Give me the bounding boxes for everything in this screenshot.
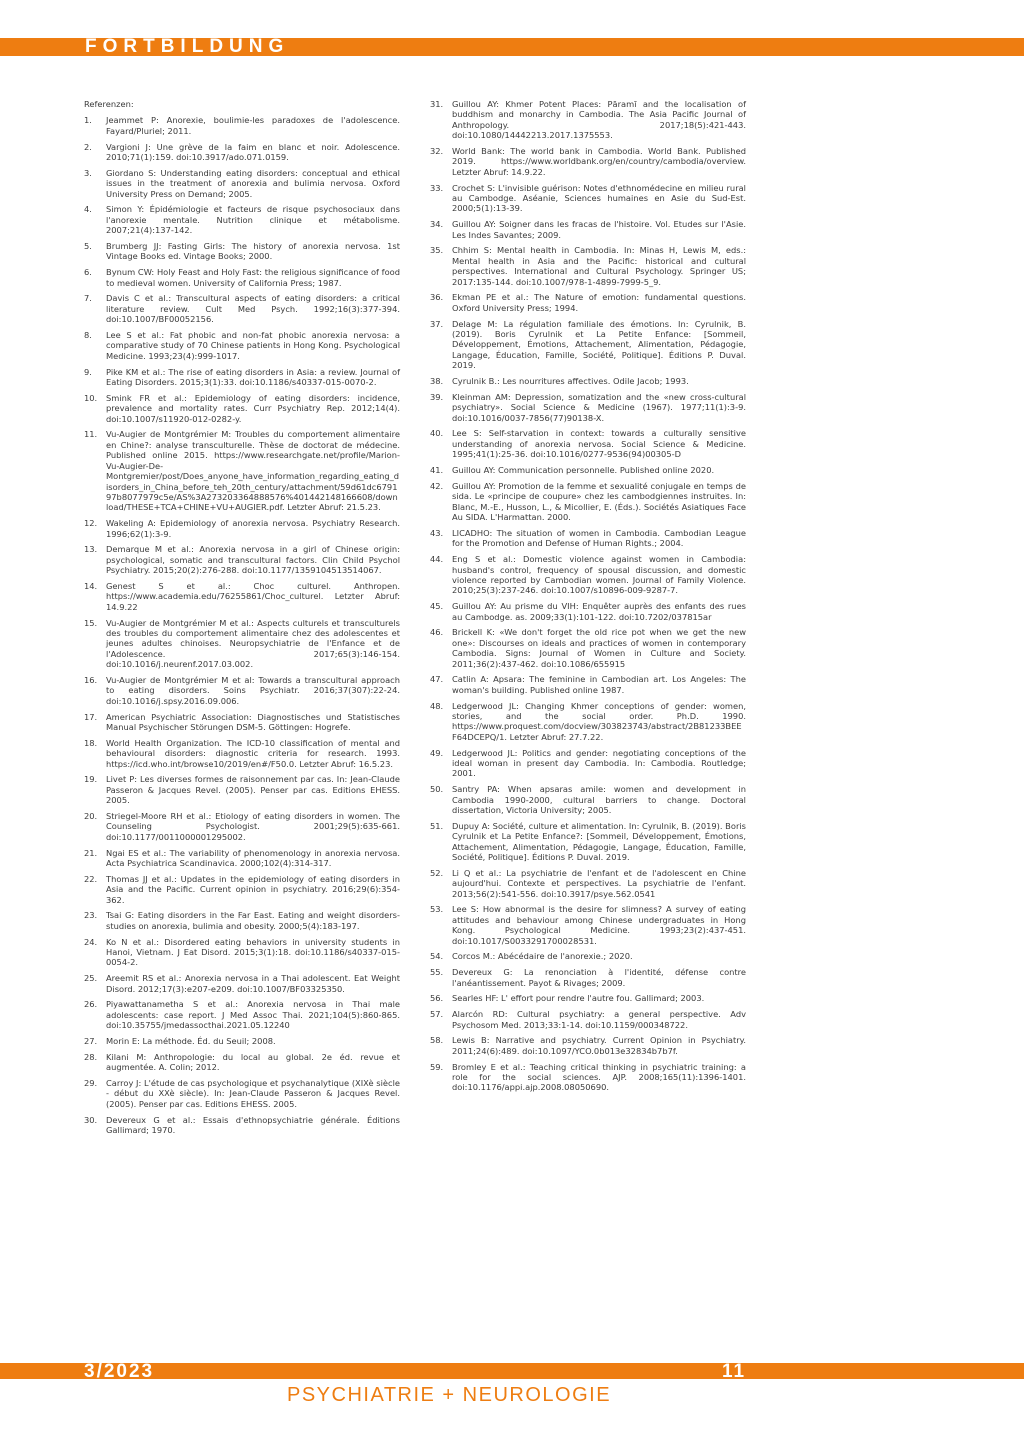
- reference-number: 49.: [430, 747, 444, 758]
- reference-text: Davis C et al.: Transcultural aspects of eating disorders: a critical literature review. Cult Med Psych. 1992;16(3):377-394. doi:10.1007/BF00052156.: [106, 293, 400, 325]
- reference-text: Dupuy A: Société, culture et alimentation. In: Cyrulnik, B. (2019). Boris Cyrulnik et La Petite Enfance?: [Sommeil, Développement, Émotions, Attachement, Alimentation, Pédagogie, Langage, Éducation, Famille, Société, Politique]. Éditions P. Duval. 2019.: [452, 820, 746, 862]
- reference-number: 7.: [84, 293, 92, 304]
- reference-item: [430, 428, 746, 459]
- reference-item: [430, 319, 746, 371]
- reference-text: Brumberg JJ: Fasting Girls: The history of anorexia nervosa. 1st Vintage Books ed. Vintage Books; 2000.: [106, 241, 400, 262]
- reference-item: [84, 330, 400, 361]
- reference-item: [84, 168, 400, 199]
- reference-number: 8.: [84, 330, 92, 341]
- reference-number: 30.: [84, 1114, 98, 1125]
- reference-item: [84, 142, 400, 163]
- reference-text: Livet P: Les diverses formes de raisonnement par cas. In: Jean-Claude Passeron & Jacques Revel. (2005). Penser par cas. Editions EHESS. 2005.: [106, 774, 400, 806]
- reference-number: 31.: [430, 99, 444, 109]
- reference-text: Li Q et al.: La psychiatrie de l'enfant et de l'adolescent en Chine aujourd'hui. Contexte et perspectives. La psychiatrie de l'enfant. 2013;56(2):541-556. doi:10.3917/psye.562.0541: [452, 867, 746, 899]
- reference-number: 15.: [84, 617, 98, 628]
- reference-item: [84, 1052, 400, 1073]
- reference-text: Crochet S: L'invisible guérison: Notes d'ethnomédecine en milieu rural au Cambodge. Aséanie, Sciences humaines en Asie du Sud-Est. 2000;5(1):13-39.: [452, 182, 746, 214]
- reference-item: [430, 748, 746, 779]
- reference-text: Devereux G et al.: Essais d'ethnopsychiatrie générale. Éditions Gallimard; 1970.: [106, 1114, 400, 1136]
- reference-item: [430, 392, 746, 423]
- reference-item: [430, 292, 746, 313]
- reference-text: Giordano S: Understanding eating disorders: conceptual and ethical issues in the treatment of anorexia and bulimia nervosa. Oxford University Press on Demand; 2005.: [106, 167, 400, 199]
- reference-text: Alarcón RD: Cultural psychiatry: a general perspective. Adv Psychosom Med. 2013;33:1-14. doi:10.1159/000348722.: [452, 1009, 746, 1030]
- reference-item: [84, 937, 400, 968]
- reference-text: World Bank: The world bank in Cambodia. World Bank. Published 2019. https://www.worldbank.org/en/country/cambodia/overview. Letzter Abruf: 14.9.22.: [452, 146, 746, 177]
- reference-number: 58.: [430, 1035, 444, 1046]
- reference-item: [84, 618, 400, 670]
- reference-number: 52.: [430, 867, 444, 878]
- reference-text: Cyrulnik B.: Les nourritures affectives. Odile Jacob; 1993.: [452, 376, 689, 387]
- reference-text: Delage M: La régulation familiale des émotions. In: Cyrulnik, B. (2019). Boris Cyrulnik et La Petite Enfance: [Sommeil, Développement, Émotions, Attachement, Alimentation, Pédagogie, Langage, Éducation, Famille, Société, Politique]. Éditions P. Duval. 2019.: [452, 318, 746, 371]
- reference-item: [430, 701, 746, 743]
- reference-item: [430, 376, 746, 386]
- reference-number: 17.: [84, 711, 98, 722]
- reference-number: 53.: [430, 904, 444, 915]
- reference-text: Demarque M et al.: Anorexia nervosa in a girl of Chinese origin: psychological, somatic and transcultural factors. Clin Child Psychol Psychiatry. 2015;20(2):276-288. doi:10.1177/1359104513514067.: [106, 544, 400, 576]
- reference-number: 59.: [430, 1061, 444, 1072]
- reference-item: [84, 429, 400, 512]
- reference-text: Brickell K: «We don't forget the old rice pot when we get the new one»: Discourses on ideals and practices of women in contemporary Cambodia. Signs: Journal of Women in Culture and Society. 2011;36(2):437-462. doi:10.1086/655915: [452, 627, 746, 669]
- reference-text: Corcos M.: Abécédaire de l'anorexie.; 2020.: [452, 951, 633, 962]
- reference-number: 20.: [84, 810, 98, 821]
- reference-item: [430, 951, 746, 961]
- reference-number: 35.: [430, 245, 444, 256]
- reference-item: [430, 993, 746, 1003]
- reference-item: [84, 738, 400, 769]
- reference-item: [84, 675, 400, 706]
- reference-number: 4.: [84, 204, 92, 215]
- reference-number: 26.: [84, 999, 98, 1010]
- reference-text: Catlin A: Apsara: The feminine in Cambodian art. Los Angeles: The woman's building. Published online 1987.: [452, 674, 746, 695]
- reference-text: Thomas JJ et al.: Updates in the epidemiology of eating disorders in Asia and the Pacific. Current opinion in psychiatry. 2016;29(6):354-362.: [106, 873, 400, 905]
- reference-number: 47.: [430, 674, 444, 685]
- references-column-left: [84, 99, 400, 1141]
- reference-number: 9.: [84, 366, 92, 377]
- reference-list-right: [430, 99, 746, 1093]
- reference-text: Guillou AY: Khmer Potent Places: Pāramī and the localisation of buddhism and monarchy in Cambodia. The Asia Pacific Journal of Anthropology. 2017;18(5):421-443. doi:10.1080/14442213.2017.1375553.: [452, 99, 746, 141]
- issue-number: 3/2023: [84, 1361, 155, 1382]
- reference-number: 38.: [430, 376, 444, 387]
- reference-number: 46.: [430, 627, 444, 638]
- reference-item: [430, 99, 746, 141]
- reference-text: Simon Y: Épidémiologie et facteurs de risque psychosociaux dans l'anorexie mentale. Nutrition clinique et métabolisme. 2007;21(4):137-142.: [106, 204, 400, 236]
- reference-text: Eng S et al.: Domestic violence against women in Cambodia: husband's control, frequency of spousal discussion, and domestic violence reported by Cambodian women. Journal of Family Violence. 2010;25(3):237-246. doi:10.1007/s10896-009-9287-7.: [452, 554, 746, 596]
- reference-text: Guillou AY: Soigner dans les fracas de l'histoire. Vol. Etudes sur l'Asie. Les Indes Savantes; 2009.: [452, 219, 746, 240]
- reference-number: 36.: [430, 292, 444, 303]
- references-column-right: [430, 99, 746, 1098]
- reference-item: [430, 674, 746, 695]
- reference-text: Kilani M: Anthropologie: du local au global. 2e éd. revue et augmentée. A. Colin; 2012.: [106, 1051, 400, 1073]
- reference-item: [84, 518, 400, 539]
- reference-number: 45.: [430, 601, 444, 612]
- reference-text: Lee S: Self-starvation in context: towards a culturally sensitive understanding of anorexia nervosa. Social Science & Medicine. 1995;41(1):25-36. doi:10.1016/0277-9536(94)00305-D: [452, 428, 746, 460]
- reference-text: Bynum CW: Holy Feast and Holy Fast: the religious significance of food to medieval women. University of California Press; 1987.: [106, 267, 400, 288]
- reference-item: [430, 868, 746, 899]
- reference-item: [84, 1036, 400, 1046]
- reference-item: [430, 219, 746, 240]
- reference-text: Wakeling A: Epidemiology of anorexia nervosa. Psychiatry Research. 1996;62(1):3-9.: [106, 518, 400, 539]
- reference-number: 14.: [84, 580, 98, 591]
- reference-list-left: [84, 115, 400, 1135]
- reference-item: [84, 293, 400, 324]
- reference-text: Ledgerwood JL: Changing Khmer conceptions of gender: women, stories, and the social order. Ph.D. 1990. https://www.proquest.com/docview/303823743/abstract/2B81233BEEF64DCEPQ/1. Letzter Abruf: 27.7.22.: [452, 700, 746, 742]
- reference-number: 41.: [430, 465, 444, 476]
- reference-number: 37.: [430, 318, 444, 329]
- reference-text: Pike KM et al.: The rise of eating disorders in Asia: a review. Journal of Eating Disorders. 2015;3(1):33. doi:10.1186/s40337-015-0070-2.: [106, 366, 400, 388]
- reference-number: 32.: [430, 146, 444, 157]
- reference-item: [84, 1115, 400, 1136]
- reference-text: Vargioni J: Une grève de la faim en blanc et noir. Adolescence. 2010;71(1):159. doi:10.3917/ado.071.0159.: [106, 141, 400, 163]
- reference-item: [84, 367, 400, 388]
- reference-text: Smink FR et al.: Epidemiology of eating disorders: incidence, prevalence and mortality rates. Curr Psychiatry Rep. 2012;14(4). doi:10.1007/s11920-012-0282-y.: [106, 392, 400, 424]
- reference-number: 33.: [430, 182, 444, 193]
- reference-item: [84, 204, 400, 235]
- reference-text: Genest S et al.: Choc culturel. Anthropen. https://www.academia.edu/76255861/Choc_culturel. Letzter Abruf: 14.9.22: [106, 580, 400, 612]
- reference-item: [84, 1078, 400, 1109]
- reference-text: Tsai G: Eating disorders in the Far East. Eating and weight disorders-studies on anorexia, bulimia and obesity. 2000;5(4):183-197.: [106, 910, 400, 931]
- reference-item: [84, 544, 400, 575]
- reference-item: [430, 1009, 746, 1030]
- reference-text: Jeammet P: Anorexie, boulimie-les paradoxes de l'adolescence. Fayard/Pluriel; 2011.: [106, 115, 400, 136]
- reference-number: 51.: [430, 820, 444, 831]
- reference-number: 57.: [430, 1009, 444, 1020]
- reference-number: 40.: [430, 428, 444, 439]
- reference-text: Piyawattanametha S et al.: Anorexia nervosa in Thai male adolescents: case report. J Med Assoc Thai. 2021;104(5):860-865. doi:10.35755/jmedassocthai.2021.05.12240: [106, 999, 400, 1031]
- reference-item: [430, 1062, 746, 1093]
- reference-item: [430, 554, 746, 596]
- reference-number: 2.: [84, 141, 92, 152]
- reference-text: Ko N et al.: Disordered eating behaviors in university students in Hanoi, Vietnam. J Eat Disord. 2015;3(1):18. doi:10.1186/s40337-015-0054-2.: [106, 936, 400, 968]
- reference-item: [84, 393, 400, 424]
- reference-number: 21.: [84, 847, 98, 858]
- reference-number: 28.: [84, 1051, 98, 1062]
- reference-number: 16.: [84, 674, 98, 685]
- reference-item: [430, 465, 746, 475]
- reference-item: [84, 999, 400, 1030]
- reference-text: Ledgerwood JL: Politics and gender: negotiating conceptions of the ideal woman in present day Cambodia. In: Cambodia. Routledge; 2001.: [452, 747, 746, 779]
- reference-number: 56.: [430, 993, 444, 1004]
- reference-text: Lewis B: Narrative and psychiatry. Current Opinion in Psychiatry. 2011;24(6):489. doi:10.1097/YCO.0b013e32834b7b7f.: [452, 1035, 746, 1056]
- reference-item: [84, 910, 400, 931]
- reference-number: 29.: [84, 1078, 98, 1089]
- reference-item: [430, 1035, 746, 1056]
- reference-item: [84, 581, 400, 612]
- reference-item: [430, 146, 746, 177]
- reference-item: [430, 904, 746, 946]
- reference-number: 1.: [84, 115, 92, 126]
- reference-item: [84, 241, 400, 262]
- reference-text: Chhim S: Mental health in Cambodia. In: Minas H, Lewis M, eds.: Mental health in Asia and the Pacific: historical and cultural perspectives. International and Cultural Psychology. Springer US; 2017:135-144. doi:10.1007/978-1-4899-7999-5_9.: [452, 245, 746, 287]
- reference-text: Guillou AY: Communication personnelle. Published online 2020.: [452, 465, 715, 476]
- reference-number: 19.: [84, 774, 98, 785]
- reference-number: 18.: [84, 737, 98, 748]
- reference-number: 54.: [430, 951, 444, 962]
- reference-text: Ekman PE et al.: The Nature of emotion: fundamental questions. Oxford University Press; 1994.: [452, 292, 746, 313]
- reference-number: 12.: [84, 518, 98, 529]
- reference-text: Vu-Augier de Montgrémier M et al.: Aspects culturels et transculturels des troubles du comportement alimentaire chez des adolescentes et jeunes adultes chinoises. Neuropsychiatrie de l'Enfance et de l'Adolescence. 2017;65(3):146-154. doi:10.1016/j.neurenf.2017.03.002.: [106, 617, 400, 670]
- reference-item: [84, 115, 400, 136]
- reference-item: [430, 183, 746, 214]
- reference-number: 50.: [430, 784, 444, 795]
- reference-number: 23.: [84, 910, 98, 921]
- reference-number: 27.: [84, 1036, 98, 1047]
- reference-number: 43.: [430, 527, 444, 538]
- reference-text: Ngai ES et al.: The variability of phenomenology in anorexia nervosa. Acta Psychiatrica Scandinavica. 2000;102(4):314-317.: [106, 847, 400, 868]
- reference-number: 48.: [430, 700, 444, 711]
- reference-number: 13.: [84, 544, 98, 555]
- reference-item: [430, 481, 746, 523]
- reference-number: 3.: [84, 167, 92, 178]
- reference-number: 55.: [430, 967, 444, 978]
- reference-number: 22.: [84, 873, 98, 884]
- reference-text: Devereux G: La renonciation à l'identité, défense contre l'anéantissement. Payot & Rivages; 2009.: [452, 967, 746, 988]
- reference-text: Lee S: How abnormal is the desire for slimness? A survey of eating attitudes and behaviour among Chinese undergraduates in Hong Kong. Psychological Medicine. 1993;23(2):437-451. doi:10.1017/S0033291700028531.: [452, 904, 746, 946]
- reference-item: [430, 528, 746, 549]
- reference-number: 25.: [84, 973, 98, 984]
- reference-text: American Psychiatric Association: Diagnostisches und Statistisches Manual Psychischer Störungen DSM-5. Göttingen: Hogrefe.: [106, 711, 400, 732]
- reference-number: 11.: [84, 429, 98, 440]
- reference-item: [430, 967, 746, 988]
- reference-item: [430, 245, 746, 287]
- reference-item: [430, 601, 746, 622]
- reference-item: [430, 627, 746, 669]
- page-number: 11: [722, 1361, 747, 1382]
- reference-item: [84, 811, 400, 842]
- reference-text: Vu-Augier de Montgrémier M et al: Towards a transcultural approach to eating disorders. Soins Psychiatr. 2016;37(307):22-24. doi:10.1016/j.spsy.2016.09.006.: [106, 674, 400, 706]
- reference-text: Vu-Augier de Montgrémier M: Troubles du comportement alimentaire en Chine?: analyse transculturelle. Thèse de doctorat de médecine. Published online 2015. https://www.researchgate.net/profile/Marion-Vu-Augier-De-Montgremier/post/Does_anyone_have_information_regarding_eating_disorders_in_China_before_teh_20th_century/attachment/59d61dc679197b8077979c5e/AS%3A273203364888576%401442148166608/download/THESE+TCA+CHINE+VU+AUGIER.pdf. Letzter Abruf: 21.5.23.: [106, 429, 400, 513]
- reference-text: Guillou AY: Au prisme du VIH: Enquêter auprès des enfants des rues au Cambodge. as. 2009;33(1):101-122. doi:10.7202/037815ar: [452, 601, 746, 622]
- reference-text: Santry PA: When apsaras amile: women and development in Cambodia 1990-2000, cultural barriers to change. Doctoral dissertation, Victoria University; 2005.: [452, 784, 746, 815]
- reference-text: World Health Organization. The ICD-10 classification of mental and behavioural disorders: diagnostic criteria for research. 1993. https://icd.who.int/browse10/2019/en#/F50.0. Letzter Abruf: 16.5.23.: [106, 737, 400, 769]
- reference-text: Lee S et al.: Fat phobic and non-fat phobic anorexia nervosa: a comparative study of 70 Chinese patients in Hong Kong. Psychological Medicine. 1993;23(4):999-1017.: [106, 330, 400, 361]
- reference-item: [84, 712, 400, 733]
- reference-number: 42.: [430, 480, 444, 491]
- reference-item: [430, 784, 746, 815]
- reference-item: [430, 821, 746, 863]
- reference-item: [84, 874, 400, 905]
- reference-item: [84, 973, 400, 994]
- reference-number: 34.: [430, 219, 444, 230]
- reference-item: [84, 848, 400, 869]
- reference-number: 10.: [84, 392, 98, 403]
- reference-number: 5.: [84, 241, 92, 252]
- reference-number: 6.: [84, 267, 92, 278]
- reference-text: Carroy J: L'étude de cas psychologique et psychanalytique (XIXè siècle - début du XXè siècle). In: Jean-Claude Passeron & Jacques Revel. (2005). Penser par cas. Editions EHESS. 2005.: [106, 1078, 400, 1109]
- reference-number: 24.: [84, 936, 98, 947]
- reference-text: LICADHO: The situation of women in Cambodia. Cambodian League for the Promotion and Defense of Human Rights.; 2004.: [452, 527, 746, 549]
- reference-number: 44.: [430, 554, 444, 565]
- reference-text: Striegel-Moore RH et al.: Etiology of eating disorders in women. The Counseling Psychologist. 2001;29(5):635-661. doi:10.1177/0011000001295002.: [106, 810, 400, 842]
- reference-item: [84, 267, 400, 288]
- reference-text: Guillou AY: Promotion de la femme et sexualité conjugale en temps de sida. Le «principe de coupure» chez les cambodgiennes instruites. In: Blanc, M.-E., Husson, L., & Micollier, E. (Éds.). Sociétés Asiatiques Face Au SIDA. L'Harmattan. 2000.: [452, 480, 746, 523]
- references-heading: Referenzen:: [84, 99, 134, 109]
- reference-text: Kleinman AM: Depression, somatization and the «new cross-cultural psychiatry». Social Science & Medicine (1967). 1977;11(1):3-9. doi:10.1016/0037-7856(77)90138-X.: [452, 391, 746, 423]
- reference-text: Searles HF: L' effort pour rendre l'autre fou. Gallimard; 2003.: [452, 993, 705, 1004]
- reference-number: 39.: [430, 391, 444, 402]
- journal-name: PSYCHIATRIE + NEUROLOGIE: [287, 1384, 612, 1406]
- reference-item: [84, 774, 400, 805]
- section-title: FORTBILDUNG: [85, 36, 290, 57]
- reference-text: Morin E: La méthode. Éd. du Seuil; 2008.: [106, 1036, 276, 1047]
- reference-text: Areemit RS et al.: Anorexia nervosa in a Thai adolescent. Eat Weight Disord. 2012;17(3):e207-e209. doi:10.1007/BF03325350.: [106, 973, 400, 994]
- reference-text: Bromley E et al.: Teaching critical thinking in psychiatric training: a role for the social sciences. AJP. 2008;165(11):1396-1401. doi:10.1176/appi.ajp.2008.08050690.: [452, 1061, 746, 1093]
